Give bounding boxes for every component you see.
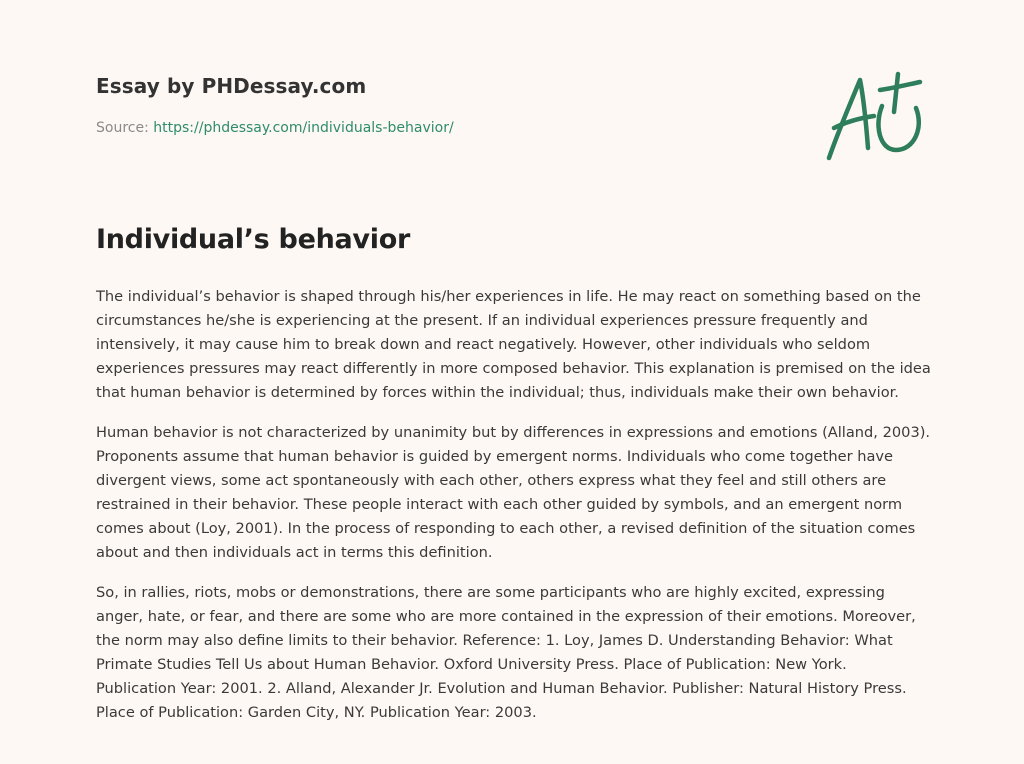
header	[96, 74, 454, 136]
source-link[interactable]: https://phdessay.com/individuals-behavior/	[153, 120, 454, 136]
source-label: Source:	[96, 120, 154, 136]
a-plus-logo-icon	[820, 66, 930, 166]
essay-paragraph: So, in rallies, riots, mobs or demonstrations, there are some participants who are highly excited, expressing anger, hate, or fear, and there are some who are more contained in the expression of their emotions. Moreover, the norm may also define limits to their behavior. Reference: 1. Loy, James D. Understanding Behavior: What Primate Studies Tell Us about Human Behavior. Oxford University Press. Place of Publication: New York. Publication Year: 2001. 2. Alland, Alexander Jr. Evolution and Human Behavior. Publisher: Natural History Press. Place of Publication: Garden City, NY. Publication Year: 2003.	[96, 584, 916, 721]
essay-body	[96, 285, 931, 741]
essay-title: Individual’s behavior	[96, 224, 410, 255]
site-title: Essay by PHDessay.com	[96, 74, 367, 98]
essay-paragraph: The individual’s behavior is shaped through his/her experiences in life. He may react on something based on the circumstances he/she is experiencing at the present. If an individual experiences pressure frequently and intensively, it may cause him to break down and react negatively. However, other individuals who seldom experiences pressures may react differently in more composed behavior. This explanation is premised on the idea that human behavior is determined by forces within the individual; thus, individuals make their own behavior.	[96, 288, 931, 401]
source-line	[96, 120, 454, 136]
essay-paragraph: Human behavior is not characterized by unanimity but by differences in expressions and emotions (Alland, 2003). Proponents assume that human behavior is guided by emergent norms. Individuals who come together have divergent views, some act spontaneously with each other, others express what they feel and still others are restrained in their behavior. These people interact with each other guided by symbols, and an emergent norm comes about (Loy, 2001). In the process of responding to each other, a revised definition of the situation comes about and then individuals act in terms this definition.	[96, 424, 931, 561]
